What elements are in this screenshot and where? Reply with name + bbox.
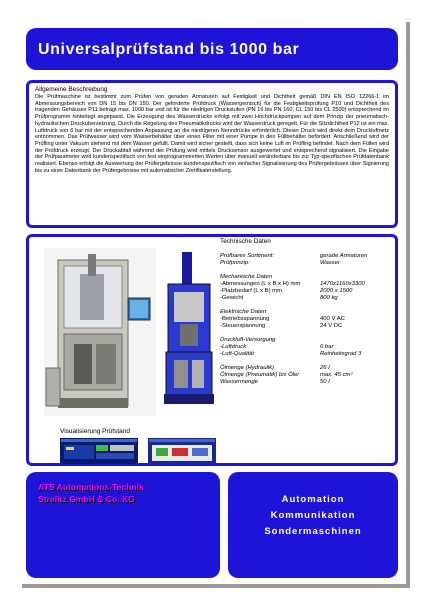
spec-label: -Luft-Qualität <box>220 351 255 358</box>
spec-label: -Luftdruck <box>220 343 247 350</box>
electrical-specs <box>220 309 392 331</box>
spec-label: Ölmenge (Pneumatik) bis Öler <box>220 371 300 378</box>
company-box <box>26 472 220 578</box>
spec-row <box>220 379 392 386</box>
spec-row <box>220 281 392 288</box>
mechanical-specs <box>220 274 392 303</box>
machine-photo <box>44 248 156 416</box>
description-text: Die Prüfmaschine ist bestimmt zum Prüfen von geraden Armaturen auf Festigkeit und Dichtheit gemäß DIN EN ISO 12266-1 im Abmessungsbereich von DN 15 bis DN 150. Der geforderte Prüfdruck (Wassergemisch) für die Festigkeitsprüfung P10 und Dichtheit des tragenden Gehäuses P11 beträgt max. 1000 bar und ist für die niedrigen Druckstufen (PN 16 bis PN 160, CL 150 bis CL 2500) entsprechend im Prüfprogramm hinterlegt angepasst. Die Erzeugung des Wasserdrucks erfolgt mit zwei Hochdruckpumpen auf dem Prinzip der pneumatisch-hydraulischen Druckübersetzung. Durch die Regelung des Pneumatikdrucks wird der Wasserdruck geregelt. Für die Sitzdichtheit P12 ist ein max. Luftdruck von 6 bar mit der entsprechenden Anpassung an die niedrigeren Nenndrücke erforderlich. Dieser Druck wird direkt dem Druckluftnetz entnommen. Das Prüfwasser wird vom Wasserbehälter über einen Filter mit einer Pumpe in den Füllbehälter befördert. Anschließend wird der Prüfling unter Vakuum stehend mit dem Wasser gefüllt. Damit wird sicher gestellt, dass sich keine Luft im Prüfling befindet. Nach dem Füllen wird der Prüfdruck erzeugt. Der Druckabfall während der Prüfung wird mittels Drucksensor ausgewertet und entsprechend signalisiert. Die Eingabe der Prüfparameter wird kundenspezifisch von fest einprogrammierten Werten über manuell veränderbare bis zur Typ-spezifischen Prüfdatenbank realisiert. Ebenso erfolgt die Auswertung der Prüfergebnisse kundenspezifisch von einfacher Signalisierung des Prüfergebnisses über Signierung bis zu einer Datenbank der Prüfergebnisse mit automatischer Zertifikaterstellung. <box>35 94 389 174</box>
spec-value: 400 V AC <box>320 316 345 323</box>
cad-model-image <box>160 248 218 416</box>
spec-label: -Abmessungen (L x B x H) mm <box>220 280 301 287</box>
spec-value: max. 45 cm³ <box>320 371 353 378</box>
spec-row <box>220 253 392 260</box>
slogan-kommunikation: Kommunikation <box>270 510 356 521</box>
slogan-automation: Automation <box>281 494 345 505</box>
spec-value: 6 bar <box>320 343 334 350</box>
spec-row <box>220 344 392 351</box>
company-name-line2: Strelitz GmbH & Co. KG <box>38 494 135 504</box>
visualization-screenshot-2 <box>148 438 216 464</box>
spec-label: Prüfbares Sortiment: <box>220 253 275 259</box>
spec-row <box>220 372 392 379</box>
technical-data <box>220 238 392 392</box>
spec-label: -Betriebsspannung <box>220 316 270 323</box>
spec-value: Reinheitsgrad 3 <box>320 351 362 358</box>
air-supply-heading: Druckluft-Versorgung <box>220 336 276 343</box>
description-heading: Allgemeine Beschreibung <box>35 86 108 93</box>
mechanical-heading: Mechanische Daten <box>220 273 273 280</box>
visualization-screenshot-1 <box>60 438 138 464</box>
spec-value: 1470x1160x3300 <box>320 280 365 287</box>
spec-label: -Platzbedarf (L x B) mm <box>220 288 282 295</box>
slogan-box <box>228 472 398 578</box>
title-banner <box>26 28 398 70</box>
spec-value: 50 l <box>320 379 330 386</box>
slogan-sondermaschinen: Sondermaschinen <box>264 526 362 537</box>
spec-value: 800 kg <box>320 295 338 302</box>
spec-label: Ölmenge (Hydraulik) <box>220 364 275 371</box>
description-box <box>26 80 398 228</box>
spec-label: -Steuerspannung <box>220 323 266 330</box>
spec-row <box>220 323 392 330</box>
spec-value: 2000 x 1500 <box>320 288 353 295</box>
spec-row <box>220 351 392 358</box>
spec-row <box>220 316 392 323</box>
spec-value: 24 V DC <box>320 323 343 330</box>
electrical-heading: Elektrische Daten <box>220 308 267 315</box>
visualisierung-caption: Visualisierung Prüfstand <box>60 428 130 435</box>
general-specs <box>220 253 392 268</box>
spec-label: -Gewicht <box>220 295 244 302</box>
spec-row <box>220 295 392 302</box>
spec-label: Prüfprinzip: <box>220 260 250 267</box>
spec-row <box>220 288 392 295</box>
spec-value: 26 l <box>320 364 330 371</box>
fluid-specs <box>220 365 392 387</box>
spec-value: Wasser <box>320 260 340 267</box>
page-title: Universalprüfstand bis 1000 bar <box>38 41 300 58</box>
technical-data-title: Technische Daten <box>220 238 271 245</box>
air-supply-specs <box>220 337 392 359</box>
spec-value: gerade Armaturen <box>320 253 368 259</box>
company-name-line1: ATS Automations-Technik <box>38 482 144 492</box>
spec-label: Wassermenge <box>220 379 258 386</box>
spec-row <box>220 260 392 267</box>
spec-row <box>220 365 392 372</box>
